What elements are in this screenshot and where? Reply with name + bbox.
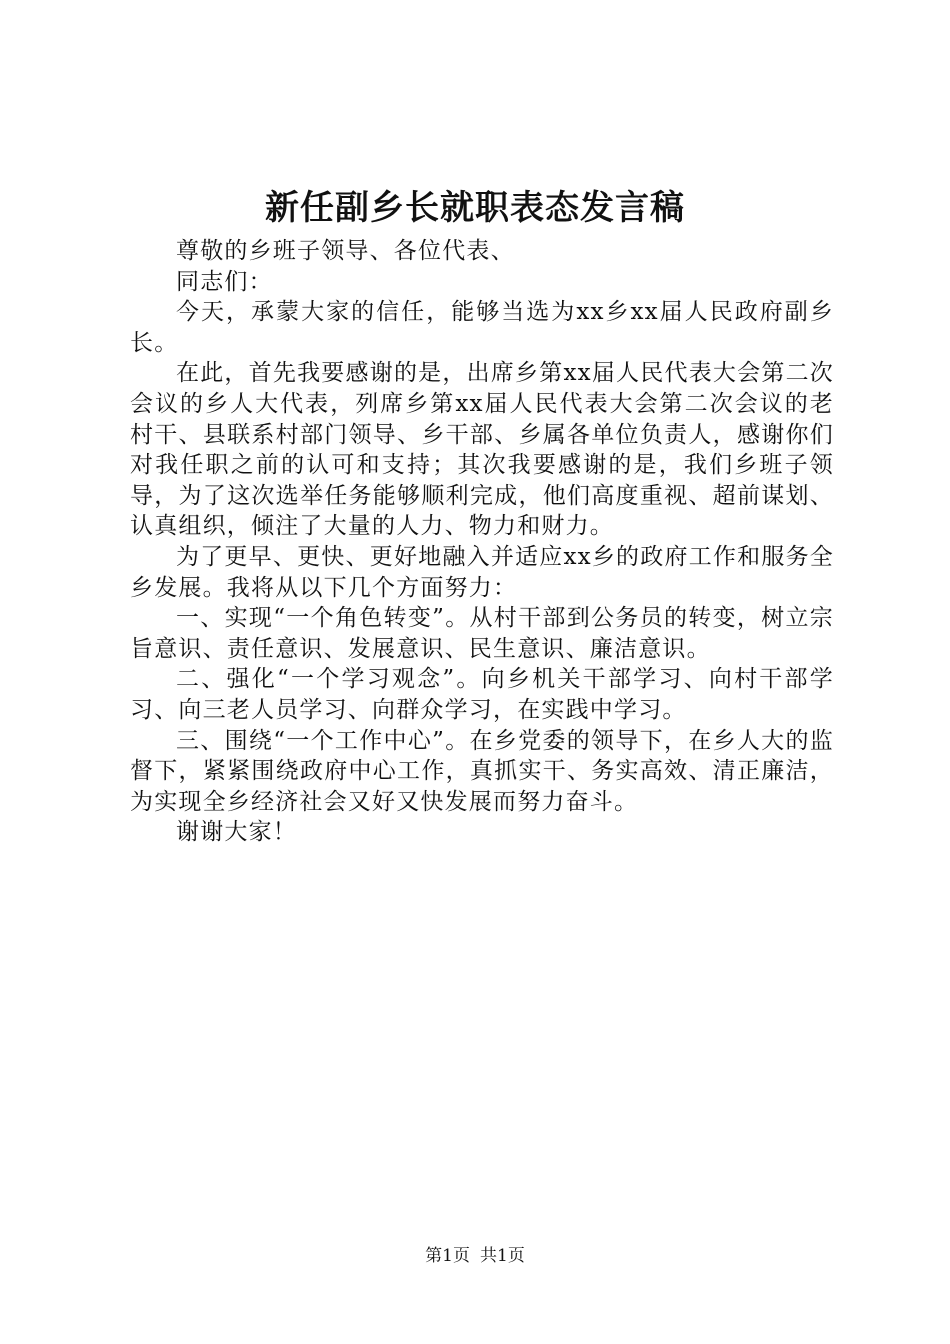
paragraph-point-one: 一、实现“一个角色转变”。从村干部到公务员的转变，树立宗旨意识、责任意识、发展意识、民生意识、廉洁意识。 (130, 605, 834, 662)
paragraph-salutation-comrades: 同志们： (176, 268, 273, 295)
document-body (130, 236, 834, 848)
paragraph-thanks: 在此，首先我要感谢的是，出席乡第xx届人民代表大会第二次会议的乡人大代表，列席乡第xx届人民代表大会第二次会议的老村干、县联系村部门领导、乡干部、乡属各单位负责人，感谢你们对我任职之前的认可和支持；其次我要感谢的是，我们乡班子领导，为了这次选举任务能够顺利完成，他们高度重视、超前谋划、认真组织，倾注了大量的人力、物力和财力。 (130, 360, 834, 540)
page-number-current: 第1页 (425, 1246, 470, 1266)
paragraph-salutation: 尊敬的乡班子领导、各位代表、 (176, 238, 515, 264)
paragraph-point-three: 三、围绕“一个工作中心”。在乡党委的领导下，在乡人大的监督下，紧紧围绕政府中心工作，真抓实干、务实高效、清正廉洁，为实现全乡经济社会又好又快发展而努力奋斗。 (130, 727, 834, 815)
page-footer (0, 1244, 950, 1268)
paragraph-closing: 谢谢大家！ (176, 819, 297, 846)
paragraph-commitment: 为了更早、更快、更好地融入并适应xx乡的政府工作和服务全乡发展。我将从以下几个方面努力： (130, 543, 834, 601)
paragraph-intro: 今天，承蒙大家的信任，能够当选为xx乡xx届人民政府副乡长。 (130, 299, 834, 356)
page-number-total: 共1页 (480, 1246, 525, 1266)
document-title: 新任副乡长就职表态发言稿 (265, 188, 685, 228)
paragraph-point-two: 二、强化“一个学习观念”。向乡机关干部学习、向村干部学习、向三老人员学习、向群众学习，在实践中学习。 (130, 666, 834, 723)
